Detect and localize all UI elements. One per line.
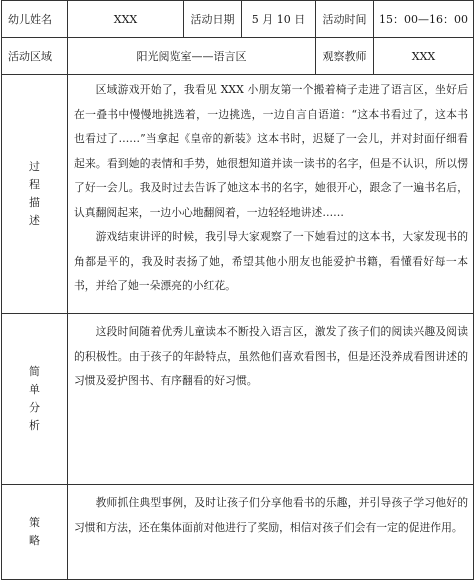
analysis-label-char: 析 bbox=[29, 419, 40, 432]
process-paragraph-1: 区域游戏开始了，我看见 XXX 小朋友第一个搬着椅子走进了语言区，坐好后在一叠书中慢慢地挑选着，一边挑选，一边自言自语道：“这本书看过了，这本书也看过了……”当拿起《皇帝的新装》这本书时，迟疑了一会儿，并对封面仔细看起来。看到她的表情和手势，她很想知道并读一读书的名字，但是不认识，所以愣了好一会儿。我及时过去告诉了她这本书的名字，她很开心，跟念了一遍书名后，认真翻阅起来，一边小心地翻阅着，一边轻轻地讲述…… bbox=[74, 83, 468, 219]
info-row-1 bbox=[2, 1, 474, 38]
analysis-label-char: 简 bbox=[29, 365, 40, 378]
strategy-label-char: 策 bbox=[29, 516, 40, 529]
strategy-row bbox=[2, 485, 474, 580]
strategy-text bbox=[68, 485, 474, 580]
date-value: 5 月 10 日 bbox=[242, 1, 316, 38]
teacher-label: 观察教师 bbox=[316, 38, 374, 75]
process-section-label bbox=[2, 75, 68, 314]
analysis-row bbox=[2, 314, 474, 485]
process-label-char: 述 bbox=[29, 214, 40, 227]
observation-table bbox=[1, 0, 474, 580]
area-value: 阳光阅览室——语言区 bbox=[68, 38, 316, 75]
process-paragraph-2: 游戏结束讲评的时候，我引导大家观察了一下她看过的这本书，大家发现书的角都是平的，我及时表扬了她，希望其他小朋友也能爱护书籍，看懂看好每一本书，并给了她一朵漂亮的小红花。 bbox=[74, 230, 468, 292]
strategy-paragraph: 教师抓住典型事例，及时让孩子们分享他看书的乐趣，并引导孩子学习他好的习惯和方法，还在集体面前对他进行了奖励，相信对孩子们会有一定的促进作用。 bbox=[74, 496, 468, 534]
time-label: 活动时间 bbox=[316, 1, 374, 38]
analysis-section-label bbox=[2, 314, 68, 485]
process-label-char: 程 bbox=[29, 178, 40, 191]
process-row bbox=[2, 75, 474, 314]
process-label-char: 过 bbox=[29, 160, 40, 173]
observation-record-sheet bbox=[1, 0, 473, 578]
process-description bbox=[68, 75, 474, 314]
process-label-char: 描 bbox=[29, 196, 40, 209]
child-name-label: 幼儿姓名 bbox=[2, 1, 68, 38]
child-name-value: XXX bbox=[68, 1, 184, 38]
analysis-label-char: 单 bbox=[29, 383, 40, 396]
area-label: 活动区域 bbox=[2, 38, 68, 75]
strategy-label-char: 略 bbox=[29, 534, 40, 547]
analysis-paragraph: 这段时间随着优秀儿童读本不断投入语言区，激发了孩子们的阅读兴趣及阅读的积极性。由于孩子的年龄特点，虽然他们喜欢看图书，但是还没养成看图讲述的习惯及爱护图书、有序翻看的好习惯。 bbox=[74, 325, 468, 387]
date-label: 活动日期 bbox=[184, 1, 242, 38]
info-row-2 bbox=[2, 38, 474, 75]
teacher-value: XXX bbox=[374, 38, 474, 75]
analysis-label-char: 分 bbox=[29, 401, 40, 414]
time-value: 15：00—16：00 bbox=[374, 1, 474, 38]
strategy-section-label bbox=[2, 485, 68, 580]
analysis-text bbox=[68, 314, 474, 485]
